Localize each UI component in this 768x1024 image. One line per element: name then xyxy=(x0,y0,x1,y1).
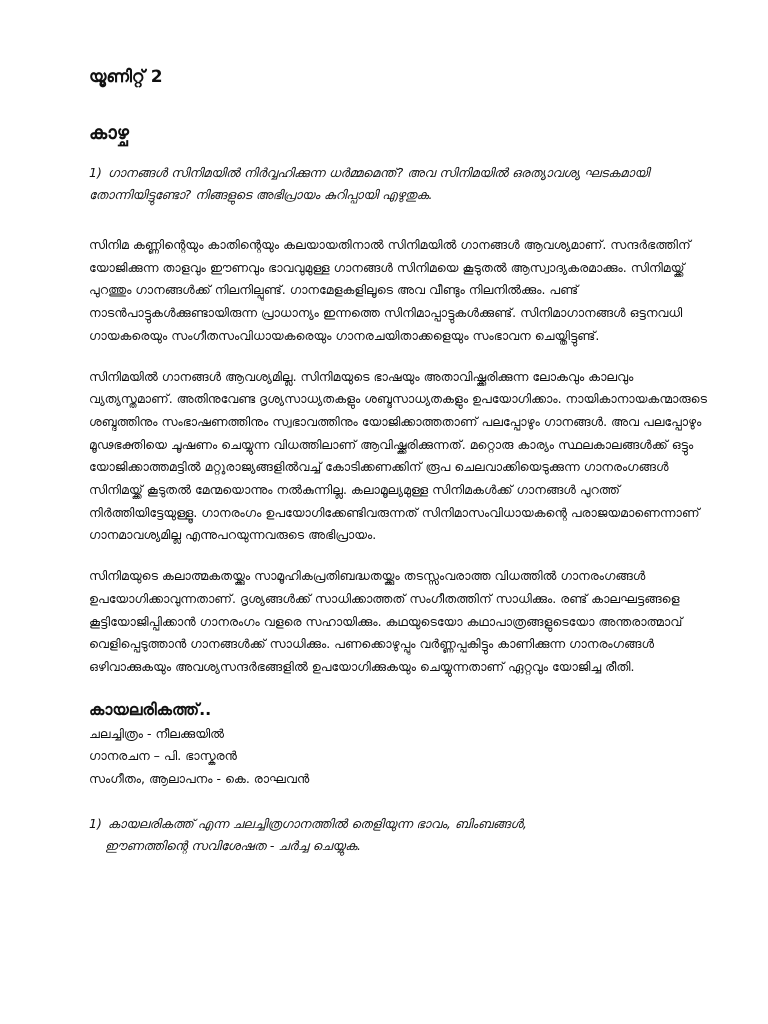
question-1-number: 1) xyxy=(89,165,102,180)
section-title: കാഴ്ച xyxy=(89,122,129,144)
question-2 xyxy=(89,813,709,858)
credit-lyrics: ഗാനരചന – പി. ഭാസ്കരൻ xyxy=(89,748,237,764)
question-1-text: ഗാനങ്ങൾ സിനിമയിൽ നിർവ്വഹിക്കുന്ന ധർമ്മമെന്ത്? അവ സിനിമയിൽ ഒരത്യാവശ്യ ഘടകമായി തോന്നിയിട്ടുണ്ടോ? നിങ്ങളുടെ അഭിപ്രായം കുറിപ്പായി എഴുതുക. xyxy=(89,165,650,202)
paragraph-2: സിനിമയിൽ ഗാനങ്ങൾ ആവശ്യമില്ല. സിനിമയുടെ ഭാഷയും അതാവിഷ്ക്കരിക്കുന്ന ലോകവും കാലവും വ്യത്യസ്തമാണ്. അതിനുവേണ്ട ദൃശ്യസാധ്യതകളും ശബ്ദസാധ്യതകളും ഉപയോഗിക്കാം. നായികാനായകന്മാരുടെ ശബ്ദത്തിനും സംഭാഷണത്തിനും സ്വഭാവത്തിനും യോജിക്കാത്തതാണ് പലപ്പോഴും ഗാനങ്ങൾ. അവ പലപ്പോഴും മൂഢഭക്തിയെ ചൂഷണം ചെയ്യുന്ന വിധത്തിലാണ് ആവിഷ്ക്കരിക്കുന്നത്. മറ്റൊരു കാര്യം സ്ഥലകാലങ്ങൾക്ക് ഒട്ടും യോജിക്കാത്തമട്ടിൽ മറ്റുരാജ്യങ്ങളിൽവച്ച് കോടിക്കണക്കിന് രൂപ ചെലവാക്കിയെടുക്കുന്ന ഗാനരംഗങ്ങൾ സിനിമയ്ക്ക് കൂടുതൽ മേന്മയൊന്നും നൽകുന്നില്ല. കലാമൂല്യമുള്ള സിനിമകൾക്ക് ഗാനങ്ങൾ പുറത്ത് നിർത്തിയിട്ടേയുള്ളൂ. ഗാനരംഗം ഉപയോഗിക്കേണ്ടിവരുന്നത് സിനിമാസംവിധായകന്റെ പരാജയമാണെന്നാണ് ഗാനമാവശ്യമില്ല എന്നുപറയുന്നവരുടെ അഭിപ്രായം. xyxy=(89,368,707,543)
credit-music: സംഗീതം, ആലാപനം - കെ. രാഘവൻ xyxy=(89,771,310,787)
credit-film: ചലച്ചിത്രം - നീലക്കുയിൽ xyxy=(89,725,225,741)
paragraph-3: സിനിമയുടെ കലാത്മകതയ്ക്കും സാമൂഹികപ്രതിബദ്ധതയ്ക്കും തടസ്സംവരാത്ത വിധത്തിൽ ഗാനരംഗങ്ങൾ ഉപയോഗിക്കാവുന്നതാണ്. ദൃശ്യങ്ങൾക്ക് സാധിക്കാത്തത് സംഗീതത്തിന് സാധിക്കും. രണ്ട് കാലഘട്ടങ്ങളെ കൂട്ടിയോജിപ്പിക്കാൻ ഗാനരംഗം വളരെ സഹായിക്കും. കഥയുടെയോ കഥാപാത്രങ്ങളുടെയോ അന്തരാത്മാവ് വെളിപ്പെടുത്താൻ ഗാനങ്ങൾക്ക് സാധിക്കും. പണക്കൊഴുപ്പും വർണ്ണപ്പകിട്ടും കാണിക്കുന്ന ഗാനരംഗങ്ങൾ ഒഴിവാക്കുകയും അവശ്യസന്ദർഭങ്ങളിൽ ഉപയോഗിക്കുകയും ചെയ്യുന്നതാണ് ഏറ്റവും യോജിച്ച രീതി. xyxy=(89,568,683,674)
question-2-line-1: കായലരികത്ത് എന്ന ചലച്ചിത്രഗാനത്തിൽ തെളിയുന്ന ഭാവം, ബിംബങ്ങൾ, xyxy=(107,815,527,831)
question-1 xyxy=(89,162,709,206)
song-title: കായലരികത്ത്.. xyxy=(89,699,212,719)
unit-title: യൂണിറ്റ് 2 xyxy=(89,67,163,87)
song-credits xyxy=(89,723,709,791)
question-2-line-2: ഈണത്തിന്റെ സവിശേഷത - ചർച്ച ചെയ്യുക. xyxy=(105,838,361,854)
paragraph-1: സിനിമ കണ്ണിന്റെയും കാതിന്റെയും കലയായതിനാൽ സിനിമയിൽ ഗാനങ്ങൾ ആവശ്യമാണ്. സന്ദർഭത്തിന് യോജിക്കുന്ന താളവും ഈണവും ഭാവവുമുള്ള ഗാനങ്ങൾ സിനിമയെ കൂടുതൽ ആസ്വാദ്യകരമാക്കും. സിനിമയ്ക്ക് പുറത്തും ഗാനങ്ങൾക്ക് നിലനില്പുണ്ട്. ഗാനമേളകളിലൂടെ അവ വീണ്ടും നിലനിൽക്കും. പണ്ട് നാടൻപാട്ടുകൾക്കുണ്ടായിരുന്ന പ്രാധാന്യം ഇന്നത്തെ സിനിമാപ്പാട്ടുകൾക്കുണ്ട്. സിനിമാഗാനങ്ങൾ ഒട്ടനവധി ഗായകരെയും സംഗീതസംവിധായകരെയും ഗാനരചയിതാക്കളെയും സംഭാവന ചെയ്തിട്ടുണ്ട്. xyxy=(89,237,691,343)
question-2-number: 1) xyxy=(89,815,102,831)
document-page xyxy=(89,62,709,858)
